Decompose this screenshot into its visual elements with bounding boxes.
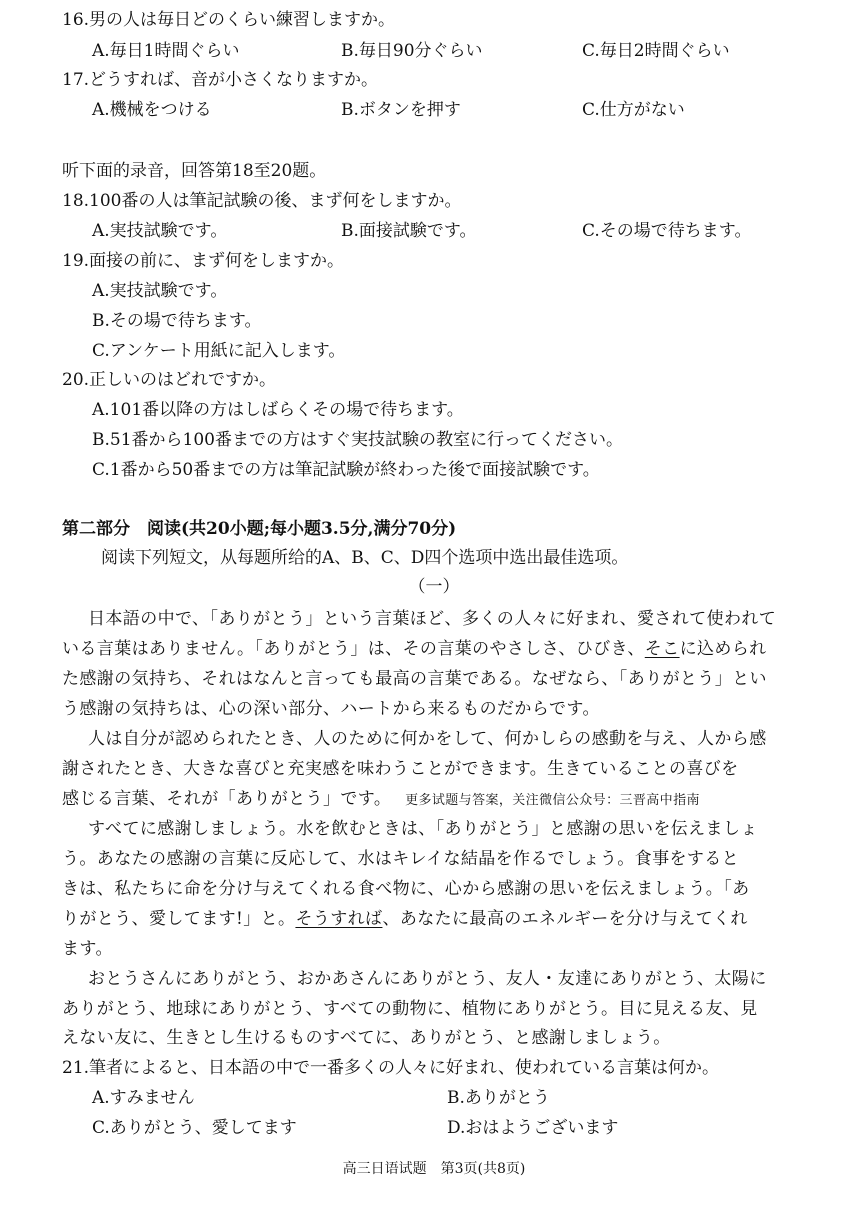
passage-line: 人は自分が認められたとき、人のために何かをして、何かしらの感動を与え、人から感 — [88, 729, 767, 749]
passage-text: いる言葉はありません。「ありがとう」は、その言葉のやさしさ、ひびき、 — [62, 639, 645, 659]
listening-instruction: 听下面的录音，回答第18至20题。 — [62, 161, 327, 181]
q20-option-b: B.51番から100番までの方はすぐ実技試験の教室に行ってください。 — [92, 430, 623, 450]
passage-line: ます。 — [62, 939, 113, 959]
q16-option-b: B.毎日90分ぐらい — [341, 41, 483, 61]
underlined-word-soko: そこ — [644, 639, 680, 659]
q21-option-d: D.おはようございます — [447, 1118, 619, 1138]
watermark-note: 更多试题与答案，关注微信公众号：三晋高中指南 — [405, 793, 700, 808]
passage-text: 、あなたに最高のエネルギーを分け与えてくれ — [382, 909, 748, 929]
q21-option-c: C.ありがとう、愛してます — [92, 1118, 297, 1138]
q21-option-b: B.ありがとう — [447, 1088, 550, 1108]
question-16: 16.男の人は毎日どのくらい練習しますか。 — [62, 10, 396, 30]
page-footer: 高三日语试题 第3页(共8页) — [342, 1161, 526, 1177]
passage-line: おとうさんにありがとう、おかあさんにありがとう、友人・友達にありがとう、太陽に — [88, 969, 767, 989]
passage-line: すべてに感謝しましょう。水を飲むときは、「ありがとう」と感謝の思いを伝えましょ — [88, 819, 758, 839]
passage-text: りがとう、愛してます!」と。 — [62, 909, 296, 929]
passage-line: 謝されたとき、大きな喜びと充実感を味わうことができます。生きていることの喜びを — [62, 759, 739, 779]
passage-line — [62, 638, 767, 660]
q16-option-c: C.毎日2時間ぐらい — [582, 41, 730, 61]
question-21: 21.筆者によると、日本語の中で一番多くの人々に好まれ、使われている言葉は何か。 — [62, 1058, 720, 1078]
q17-option-c: C.仕方がない — [582, 100, 685, 120]
passage-line: きは、私たちに命を分け与えてくれる食べ物に、心から感謝の思いを伝えましょう。「あ — [62, 879, 750, 899]
underlined-phrase-sousureba: そうすれば — [295, 909, 383, 929]
passage-line: う感謝の気持ちは、心の深い部分、ハートから来るものだからです。 — [62, 699, 600, 719]
passage-number: （一） — [408, 577, 460, 597]
question-17: 17.どうすれば、音が小さくなりますか。 — [62, 70, 379, 90]
q19-option-a: A.実技試験です。 — [92, 281, 228, 301]
q19-option-b: B.その場で待ちます。 — [92, 311, 262, 331]
q17-option-a: A.機械をつける — [92, 100, 212, 120]
q21-option-a: A.すみません — [92, 1088, 195, 1108]
question-20: 20.正しいのはどれですか。 — [62, 370, 277, 390]
section-title: 第二部分 阅读(共20小题;每小题3.5分,满分70分) — [62, 519, 457, 539]
q18-option-b: B.面接試験です。 — [341, 221, 477, 241]
passage-line — [62, 788, 700, 812]
passage-line: えない友に、生きとし生けるものすべてに、ありがとう、と感謝しましょう。 — [62, 1028, 671, 1048]
passage-line: う。あなたの感謝の言葉に反応して、水はキレイな結晶を作るでしょう。食事をすると — [62, 849, 740, 869]
passage-line: 日本語の中で、「ありがとう」という言葉ほど、多くの人々に好まれ、愛されて使われて — [88, 609, 777, 629]
passage-line: ありがとう、地球にありがとう、すべての動物に、植物にありがとう。目に見える友、見 — [62, 999, 758, 1019]
q20-option-a: A.101番以降の方はしばらくその場で待ちます。 — [92, 400, 464, 420]
question-19: 19.面接の前に、まず何をしますか。 — [62, 251, 345, 271]
q20-option-c: C.1番から50番までの方は筆記試験が終わった後で面接試験です。 — [92, 460, 600, 480]
q16-option-a: A.毎日1時間ぐらい — [92, 41, 240, 61]
q19-option-c: C.アンケート用紙に記入します。 — [92, 341, 346, 361]
q18-option-c: C.その場で待ちます。 — [582, 221, 752, 241]
passage-line — [62, 908, 748, 930]
passage-text: 感じる言葉、それが「ありがとう」です。 — [62, 789, 392, 809]
passage-text: に込められ — [679, 639, 767, 659]
q18-option-a: A.実技試験です。 — [92, 221, 228, 241]
section-instruction: 阅读下列短文，从每题所给的A、B、C、D四个选项中选出最佳选项。 — [101, 548, 629, 568]
passage-line: た感謝の気持ち、それはなんと言っても最高の言葉である。なぜなら、「ありがとう」とい — [62, 669, 767, 689]
question-18: 18.100番の人は筆記試験の後、まず何をしますか。 — [62, 191, 462, 211]
q17-option-b: B.ボタンを押す — [341, 100, 461, 120]
